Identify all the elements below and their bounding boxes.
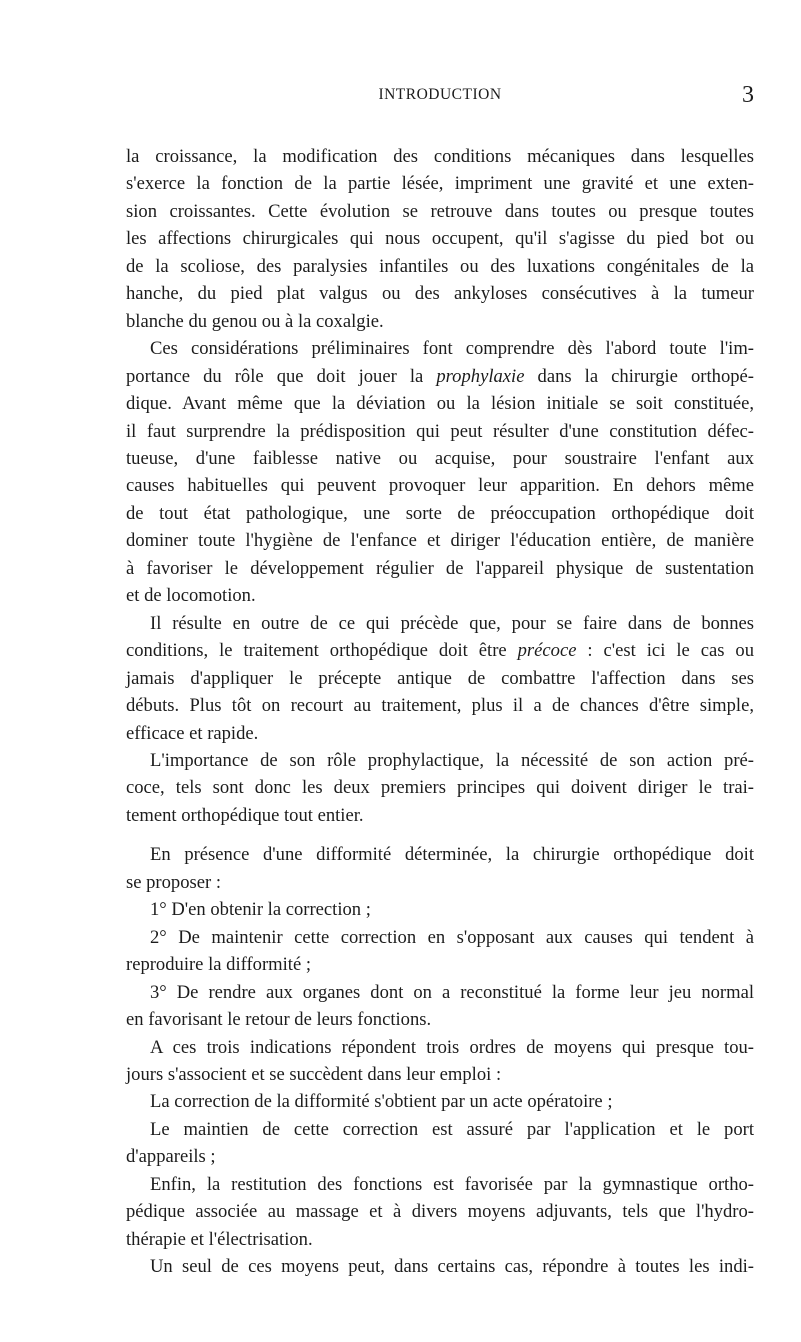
text-line: se proposer : bbox=[126, 871, 222, 893]
text-line: dominer toute l'hygiène de l'enfance et diriger l'éducation entière, de manière bbox=[126, 530, 754, 552]
text-segment: : c'est ici le cas ou bbox=[576, 640, 755, 662]
text-line: pédique associée au massage et à divers moyens adjuvants, tels que l'hydro- bbox=[126, 1201, 754, 1223]
text-line: reproduire la difformité ; bbox=[126, 954, 312, 976]
text-segment: portance du rôle que doit jouer la bbox=[126, 365, 437, 387]
list-item-2: 2° De maintenir cette correction en s'opposant aux causes qui tendent à bbox=[150, 926, 754, 948]
italic-term-precoce: précoce bbox=[517, 640, 577, 662]
text-line: jamais d'appliquer le précepte antique de combattre l'affection dans ses bbox=[126, 667, 754, 689]
text-line: en favorisant le retour de leurs fonctions. bbox=[126, 1009, 432, 1031]
text-segment: conditions, le traitement orthopédique doit être bbox=[126, 640, 518, 662]
text-line: dique. Avant même que la déviation ou la lésion initiale se soit constituée, bbox=[126, 393, 754, 415]
text-line: A ces trois indications répondent trois ordres de moyens qui presque tou- bbox=[150, 1036, 754, 1058]
list-item-1: 1° D'en obtenir la correction ; bbox=[150, 899, 371, 921]
text-line: Ces considérations préliminaires font comprendre dès l'abord toute l'im- bbox=[150, 338, 754, 360]
text-line: Le maintien de cette correction est assuré par l'application et le port bbox=[150, 1118, 754, 1140]
text-line: s'exerce la fonction de la partie lésée, impriment une gravité et une exten- bbox=[126, 173, 754, 195]
text-line: La correction de la difformité s'obtient par un acte opératoire ; bbox=[150, 1091, 613, 1113]
page-number: 3 bbox=[742, 82, 754, 108]
text-line: blanche du genou ou à la coxalgie. bbox=[126, 310, 384, 332]
text-line: thérapie et l'électrisation. bbox=[126, 1228, 313, 1250]
text-line: et de locomotion. bbox=[126, 585, 256, 607]
text-line: tueuse, d'une faiblesse native ou acquise, pour soustraire l'enfant aux bbox=[126, 447, 754, 469]
text-line: Enfin, la restitution des fonctions est favorisée par la gymnastique ortho- bbox=[150, 1173, 754, 1195]
page-header bbox=[126, 82, 754, 114]
text-line: En présence d'une difformité déterminée, la chirurgie orthopédique doit bbox=[150, 844, 754, 866]
text-line: tement orthopédique tout entier. bbox=[126, 804, 364, 826]
text-line: Il résulte en outre de ce qui précède que, pour se faire dans de bonnes bbox=[150, 612, 754, 634]
text-line: il faut surprendre la prédisposition qui peut résulter d'une constitution défec- bbox=[126, 420, 754, 442]
text-line: à favoriser le développement régulier de l'appareil physique de sustentation bbox=[126, 557, 754, 579]
italic-term-prophylaxie: prophylaxie bbox=[436, 365, 525, 387]
text-line: sion croissantes. Cette évolution se retrouve dans toutes ou presque toutes bbox=[126, 200, 754, 222]
text-line: de la scoliose, des paralysies infantiles ou des luxations congénitales de la bbox=[126, 255, 754, 277]
text-line: de tout état pathologique, une sorte de préoccupation orthopédique doit bbox=[126, 502, 754, 524]
body-text bbox=[126, 143, 754, 1281]
text-line: jours s'associent et se succèdent dans leur emploi : bbox=[126, 1063, 502, 1085]
text-line: efficace et rapide. bbox=[126, 722, 259, 744]
text-line: L'importance de son rôle prophylactique, la nécessité de son action pré- bbox=[150, 749, 754, 771]
running-title: INTRODUCTION bbox=[378, 86, 502, 103]
text-line: d'appareils ; bbox=[126, 1146, 216, 1168]
list-item-3: 3° De rendre aux organes dont on a reconstitué la forme leur jeu normal bbox=[150, 981, 754, 1003]
text-line: la croissance, la modification des conditions mécaniques dans lesquelles bbox=[126, 146, 754, 167]
text-line: hanche, du pied plat valgus ou des ankyloses consécutives à la tumeur bbox=[126, 283, 754, 305]
text-line: les affections chirurgicales qui nous occupent, qu'il s'agisse du pied bot ou bbox=[126, 228, 754, 250]
text-line bbox=[126, 637, 754, 664]
text-line: Un seul de ces moyens peut, dans certains cas, répondre à toutes les indi- bbox=[150, 1256, 754, 1278]
text-line: débuts. Plus tôt on recourt au traitement, plus il a de chances d'être simple, bbox=[126, 695, 754, 717]
text-line: coce, tels sont donc les deux premiers principes qui doivent diriger le trai- bbox=[126, 777, 754, 799]
text-line: causes habituelles qui peuvent provoquer leur apparition. En dehors même bbox=[126, 475, 754, 497]
text-segment: dans la chirurgie orthopé- bbox=[524, 365, 754, 387]
text-line bbox=[126, 363, 754, 390]
